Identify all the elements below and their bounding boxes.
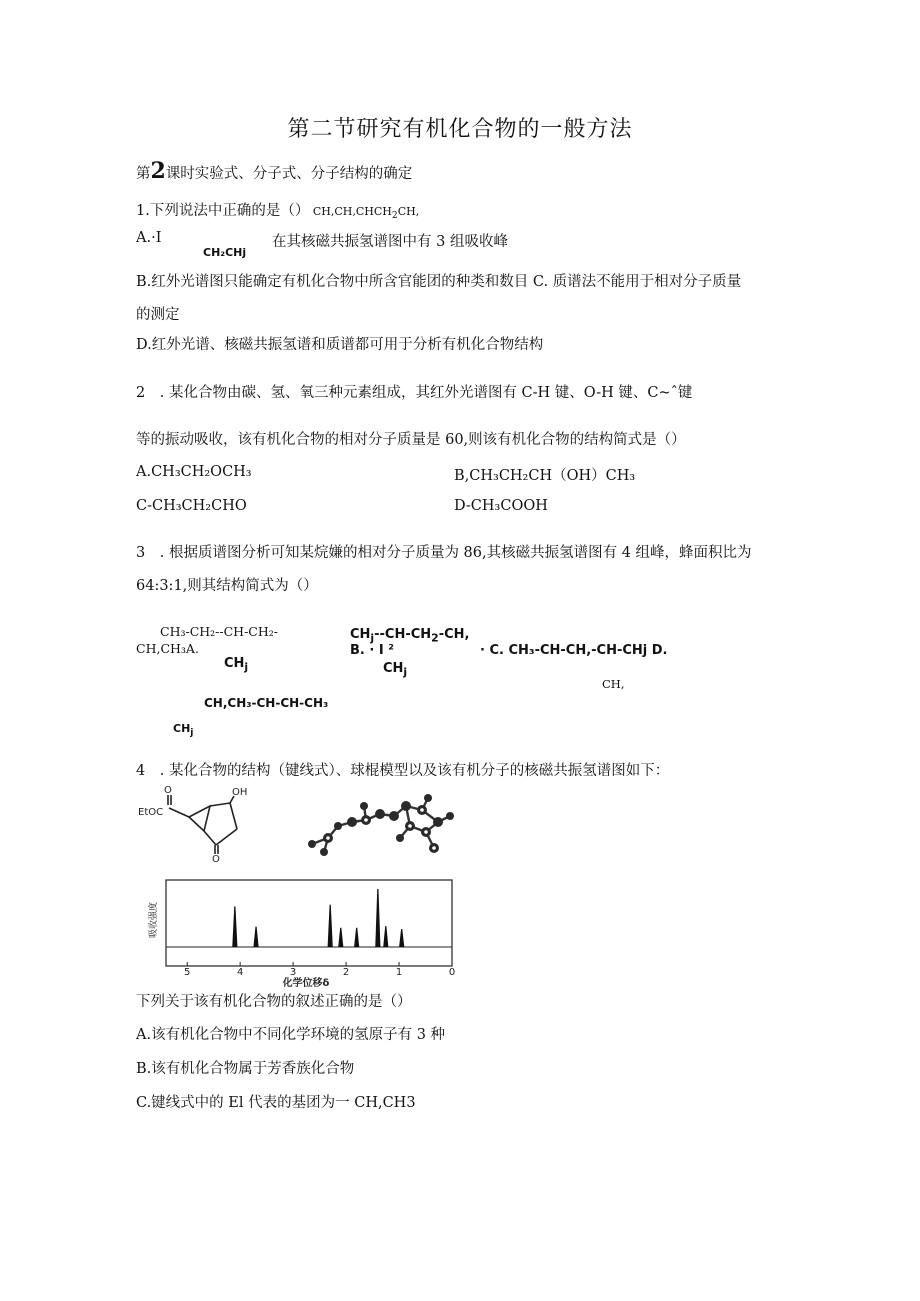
q1-option-d: D.红外光谱、核磁共振氢谱和质谱都可用于分析有机化合物结构: [136, 337, 544, 353]
q1-stem: [136, 199, 419, 221]
q3-d-sub: [173, 722, 193, 738]
page-title: 第二节研究有机化合物的一般方法: [287, 117, 633, 142]
q2-stem-line1: 2 . 某化合物由碳、氢、氧三种元素组成，其红外光谱图有 C-H 键、O-H 键、C~ˆ键: [136, 385, 693, 401]
nmr-peak-4: [339, 928, 343, 947]
q2-option-c: C-CH₃CH₂CHO: [136, 498, 247, 514]
q2-stem-line2: 等的振动吸收，该有机化合物的相对分子质量是 60,则该有机化合物的结构简式是（）: [136, 432, 686, 448]
q1-option-a-label: A.·I: [136, 230, 162, 246]
nmr-tick-label-3: 3: [289, 967, 297, 978]
q1-option-b: B.红外光谱图只能确定有机化合物中所含官能团的种类和数目 C. 质谱法不能用于相对分子质量: [136, 274, 742, 290]
struct-oh-label: OH: [232, 787, 248, 798]
nmr-spectrum-chart: [136, 876, 456, 990]
q1-option-a-sub: [203, 246, 246, 259]
q3-d-text: CH,CH₃-CH-CH-CH₃: [204, 696, 329, 710]
nmr-ticks: [184, 962, 455, 978]
q4-stem-line1: 4 . 某化合物的结构（键线式）、球棍模型以及该有机分子的核磁共振氢谱图如下：: [136, 763, 670, 779]
q2-option-d: D-CH₃COOH: [454, 498, 548, 514]
nmr-peak-1: [233, 906, 237, 947]
q4-question: 下列关于该有机化合物的叙述正确的是（）: [136, 994, 412, 1010]
lesson-title: 课时实验式、分子式、分子结构的确定: [165, 166, 413, 182]
bond-line-structure: [136, 782, 276, 862]
q3-option-c: · C. CH₃-CH-CH,-CH-CHj D.: [480, 643, 668, 658]
q1-a-sub-text: CH₂CH: [203, 246, 243, 259]
lesson-number: 2: [150, 158, 166, 184]
struct-o-label-2: O: [212, 854, 220, 862]
q3-b-top-3: -CH,: [438, 627, 470, 642]
nmr-peak-2: [254, 927, 258, 947]
nmr-peak-8: [400, 929, 404, 947]
q3-a-top: CH₃-CH₂--CH-CH₂-: [160, 624, 279, 639]
q3-d-sub-text: CH: [173, 722, 191, 735]
q1-formula-end: CH,: [397, 205, 420, 218]
nmr-plot-frame: [166, 880, 452, 966]
q1-option-a-text: 在其核磁共振氢谱图中有 3 组吸收峰: [272, 234, 508, 250]
nmr-peak-3: [328, 905, 332, 947]
struct-etoc-label: EtOC: [138, 807, 164, 818]
q1-option-b-cont: 的测定: [136, 307, 180, 323]
q3-b-sub-end: j: [403, 665, 408, 679]
q3-a-sub-end: j: [244, 660, 249, 674]
q2-option-b: B,CH₃CH₂CH（OH）CH₃: [454, 468, 636, 484]
q3-b-sub: [383, 661, 407, 679]
nmr-tick-label-1: 1: [395, 967, 403, 978]
q3-b-mid: B. · I ²: [350, 643, 394, 658]
ball-and-stick-model: [300, 792, 460, 864]
q3-d-sub-end: j: [190, 727, 194, 739]
struct-o-label-1: O: [164, 785, 172, 796]
q3-a-mid: CH,CH₃A.: [136, 641, 199, 656]
q4-option-c: C.键线式中的 El 代表的基团为一 CH,CH3: [136, 1095, 416, 1111]
q3-b-top: $CH_j--CH-CH_2-CH$,: [350, 627, 470, 645]
q1-formula: [309, 205, 420, 222]
q1-formula-sub: 2: [391, 210, 398, 222]
q3-b-top-2: --CH-CH: [374, 627, 432, 642]
nmr-peak-7: [384, 926, 388, 947]
q4-option-b: B.该有机化合物属于芳香族化合物: [136, 1061, 355, 1077]
q1-stem-text: 1.下列说法中正确的是（）: [136, 203, 310, 219]
nmr-tick-label-0: 0: [448, 967, 456, 978]
q1-a-sub-end: j: [242, 246, 247, 259]
q3-a-sub-text: CH: [224, 656, 245, 671]
q3-stem-line2: 64:3:1,则其结构简式为（）: [136, 578, 318, 594]
nmr-peak-5: [355, 928, 359, 947]
nmr-tick-label-2: 2: [342, 967, 350, 978]
q3-b-sub-text: CH: [383, 661, 404, 676]
nmr-peaks: [233, 889, 404, 947]
q3-c-sub: CH,: [602, 677, 625, 691]
nmr-x-axis-label: 化学位移δ: [282, 978, 330, 989]
q2-option-a: A.CH₃CH₂OCH₃: [136, 464, 252, 480]
nmr-tick-label-4: 4: [236, 967, 244, 978]
q3-b-top-1: CH: [350, 627, 371, 642]
nmr-y-axis-label: 吸收强度: [149, 901, 159, 938]
nmr-peak-6: [376, 889, 380, 947]
q3-stem-line1: 3 . 根据质谱图分析可知某烷嫌的相对分子质量为 86,其核磁共振氢谱图有 4 组峰，蜂面积比为: [136, 545, 752, 561]
lesson-prefix: 第: [136, 166, 151, 182]
q3-a-sub: [224, 656, 248, 674]
q1-formula-part: CH,CH,CHCH: [312, 205, 392, 218]
nmr-tick-label-5: 5: [183, 967, 191, 978]
lesson-heading: [136, 158, 412, 184]
q4-option-a: A.该有机化合物中不同化学环境的氢原子有 3 种: [136, 1027, 446, 1043]
